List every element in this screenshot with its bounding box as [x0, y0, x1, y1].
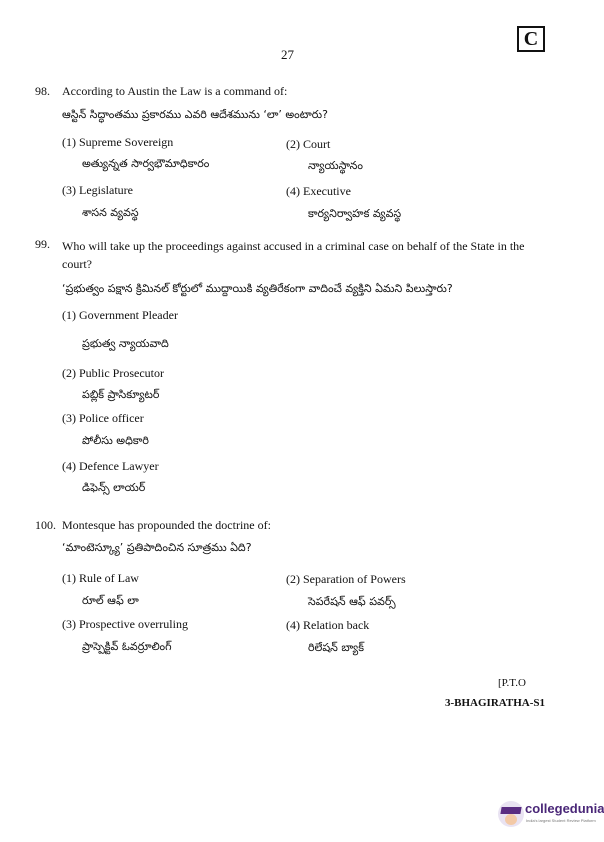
option-te: న్యాయస్థానం	[308, 159, 363, 172]
option-te: శాసన వ్యవస్థ	[82, 206, 139, 219]
question-text-te: ‘మాంటెస్క్యూ’ ప్రతిపాదించిన సూత్రము ఏది?	[62, 541, 252, 554]
option-label: (3) Police officer	[62, 411, 144, 425]
option-te: పబ్లిక్ ప్రాసిక్యూటర్	[82, 388, 160, 401]
option-te: ప్రాస్పెక్టివ్ ఓవర్రూలింగ్	[82, 640, 172, 653]
question-text-en: Who will take up the proceedings against accused in a criminal case on behalf of the State in the court?	[62, 239, 525, 271]
logo-tagline: India's largest Student Review Platform	[526, 818, 596, 823]
option-te: డిఫెన్స్ లాయర్	[82, 481, 146, 494]
option-te: పోలీసు అధికారి	[82, 434, 149, 447]
option-label: (3) Prospective overruling	[62, 617, 188, 631]
series-code-box: C	[517, 26, 545, 52]
option-label: (2) Public Prosecutor	[62, 366, 164, 380]
option-label: (1) Supreme Sovereign	[62, 135, 174, 149]
logo-brand-text: collegedunia	[525, 801, 604, 816]
student-mascot-icon	[498, 801, 524, 827]
option-te: అత్యున్నత సార్వభౌమాధికారం	[82, 157, 210, 170]
question-number: 98.	[35, 84, 50, 98]
question-text-te: ఆస్టిన్ సిద్ధాంతము ప్రకారము ఎవరి ఆదేశమును ‘లా’ అంటారు?	[62, 108, 328, 121]
option-te: సెపరేషన్ ఆఫ్ పవర్స్	[308, 595, 396, 608]
option-label: (2) Separation of Powers	[286, 572, 406, 586]
pto-marker: [P.T.O	[498, 677, 526, 689]
option-label: (1) Rule of Law	[62, 571, 139, 585]
question-number: 100.	[35, 518, 56, 532]
option-label: (4) Executive	[286, 184, 351, 198]
booklet-code: 3-BHAGIRATHA-S1	[445, 697, 546, 709]
option-label: (2) Court	[286, 137, 331, 151]
option-label: (4) Defence Lawyer	[62, 459, 159, 473]
question-number: 99.	[35, 237, 50, 251]
question-text-en: Montesque has propounded the doctrine of:	[62, 518, 271, 532]
page-number: 27	[281, 47, 294, 62]
option-label: (1) Government Pleader	[62, 308, 178, 322]
question-text-te: ‘ప్రభుత్వం పక్షాన క్రిమినల్ కోర్టులో ముద్దాయికి వ్యతిరేకంగా వాదించే వ్యక్తిని ఏమని పిలుస్తారు?	[62, 282, 453, 295]
option-te: కార్యనిర్వాహక వ్యవస్థ	[308, 207, 402, 220]
option-te: రిలేషన్ బ్యాక్	[308, 641, 364, 654]
option-label: (4) Relation back	[286, 618, 370, 632]
collegedunia-logo	[498, 799, 604, 835]
option-label: (3) Legislature	[62, 183, 133, 197]
question-text-en: According to Austin the Law is a command of:	[62, 84, 288, 98]
option-te: ప్రభుత్వ న్యాయవాది	[82, 337, 169, 350]
option-te: రూల్ ఆఫ్ లా	[82, 594, 139, 607]
